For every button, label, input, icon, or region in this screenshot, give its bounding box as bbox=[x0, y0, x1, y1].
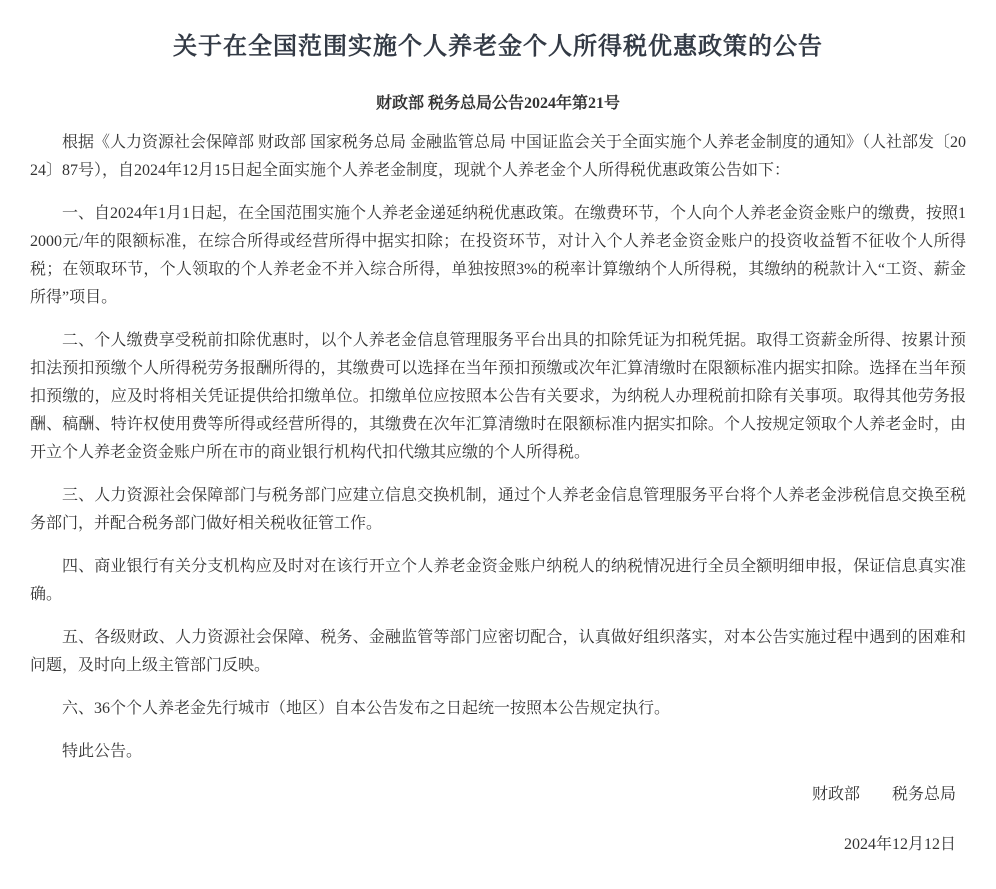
paragraph-item-3: 三、人力资源社会保障部门与税务部门应建立信息交换机制，通过个人养老金信息管理服务平台将个人养老金涉税信息交换至税务部门，并配合税务部门做好相关税收征管工作。 bbox=[30, 487, 966, 532]
publish-date: 2024年12月12日 bbox=[843, 836, 956, 853]
paragraph-intro: 根据《人力资源社会保障部 财政部 国家税务总局 金融监管总局 中国证监会关于全面实施个人养老金制度的通知》（人社部发〔2024〕87号），自2024年12月15日起全面实施个人养老金制度，现就个人养老金个人所得税优惠政策公告如下： bbox=[30, 134, 967, 179]
doc-number: 财政部 税务总局公告2024年第21号 bbox=[375, 95, 620, 112]
doc-body bbox=[30, 129, 966, 766]
paragraph-item-5: 五、各级财政、人力资源社会保障、税务、金融监管等部门应密切配合，认真做好组织落实，对本公告实施过程中遇到的困难和问题，及时向上级主管部门反映。 bbox=[30, 629, 966, 674]
paragraph-item-6: 六、36个个人养老金先行城市（地区）自本公告发布之日起统一按照本公告规定执行。 bbox=[62, 700, 671, 717]
paragraph-item-1: 一、自2024年1月1日起，在全国范围实施个人养老金递延纳税优惠政策。在缴费环节，个人向个人养老金资金账户的缴费，按照12000元/年的限额标准，在综合所得或经营所得中据实扣除；在投资环节，对计入个人养老金资金账户的投资收益暂不征收个人所得税；在领取环节，个人领取的个人养老金不并入综合所得，单独按照3%的税率计算缴纳个人所得税，其缴纳的税款计入“工资、薪金所得”项目。 bbox=[30, 205, 967, 306]
paragraph-item-4: 四、商业银行有关分支机构应及时对在该行开立个人养老金资金账户纳税人的纳税情况进行全员全额明细申报，保证信息真实准确。 bbox=[30, 558, 966, 603]
paragraph-item-2: 二、个人缴费享受税前扣除优惠时，以个人养老金信息管理服务平台出具的扣除凭证为扣税凭据。取得工资薪金所得、按累计预扣法预扣预缴个人所得税劳务报酬所得的，其缴费可以选择在当年预扣预缴或次年汇算清缴时在限额标准内据实扣除。选择在当年预扣预缴的，应及时将相关凭证提供给扣缴单位。扣缴单位应按照本公告有关要求，为纳税人办理税前扣除有关事项。取得其他劳务报酬、稿酬、特许权使用费等所得或经营所得的，其缴费在次年汇算清缴时在限额标准内据实扣除。个人按规定领取个人养老金时，由开立个人养老金资金账户所在市的商业银行机构代扣代缴其应缴的个人所得税。 bbox=[30, 332, 966, 461]
paragraph-closing: 特此公告。 bbox=[62, 743, 143, 760]
page-title: 关于在全国范围实施个人养老金个人所得税优惠政策的公告 bbox=[173, 33, 823, 60]
issuer-signature: 财政部 税务总局 bbox=[811, 786, 956, 803]
